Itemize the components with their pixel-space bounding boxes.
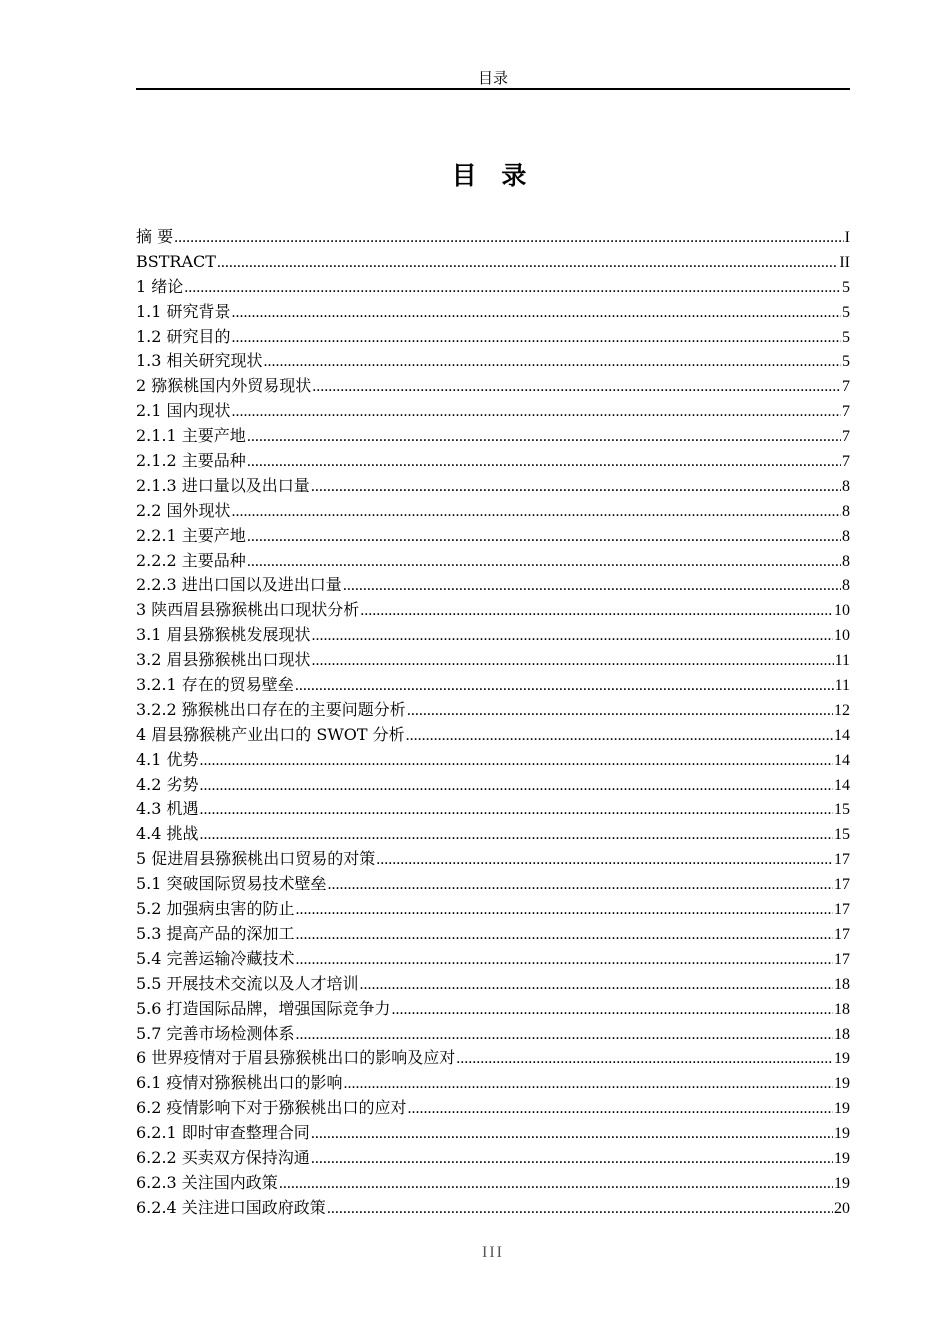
toc-entry[interactable] (136, 524, 850, 549)
toc-entry[interactable] (136, 499, 850, 524)
toc-entry-page: 19 (834, 1100, 850, 1118)
toc-entry-label: 5.7 完善市场检测体系 (136, 1023, 295, 1043)
toc-entry[interactable] (136, 449, 850, 474)
toc-entry[interactable] (136, 773, 850, 798)
toc-entry-page: 7 (842, 428, 850, 446)
toc-dot-leader (279, 1172, 833, 1196)
page-number: III (482, 1244, 504, 1261)
toc-entry-page: 8 (842, 477, 850, 495)
toc-entry[interactable] (136, 872, 850, 897)
toc-entry-label: 3.2 眉县猕猴桃出口现状 (136, 650, 311, 670)
toc-dot-leader (217, 251, 838, 275)
toc-dot-leader (296, 898, 833, 922)
toc-entry-label: 5.5 开展技术交流以及人才培训 (136, 973, 359, 993)
toc-dot-leader (232, 301, 841, 325)
toc-entry-page: 19 (834, 1050, 850, 1068)
toc-entry[interactable] (136, 797, 850, 822)
toc-dot-leader (200, 749, 833, 773)
toc-dot-leader (312, 624, 833, 648)
toc-entry-label: 2.1.1 主要产地 (136, 426, 246, 446)
toc-entry-page: 14 (834, 776, 850, 794)
toc-entry-page: 19 (834, 1075, 850, 1093)
toc-dot-leader (311, 475, 841, 499)
toc-dot-leader (392, 998, 833, 1022)
toc-dot-leader (406, 724, 833, 748)
toc-entry-page: 18 (834, 975, 850, 993)
toc-entry-label: 5.2 加强病虫害的防止 (136, 899, 295, 919)
toc-entry-label: 6.2.2 买卖双方保持沟通 (136, 1147, 310, 1167)
toc-entry-label: 2.1.3 进口量以及出口量 (136, 475, 310, 495)
toc-entry-page: 14 (834, 751, 850, 769)
toc-entry-label: 5.3 提高产品的深加工 (136, 923, 295, 943)
toc-dot-leader (232, 500, 841, 524)
toc-entry-page: 19 (834, 1149, 850, 1167)
toc-dot-leader (174, 226, 844, 250)
toc-list (136, 225, 850, 1221)
toc-entry-page: 17 (834, 876, 850, 894)
toc-entry-page: 17 (834, 925, 850, 943)
toc-entry-label: 2.1 国内现状 (136, 401, 231, 421)
toc-entry-label: 4.1 优势 (136, 749, 199, 769)
toc-dot-leader (247, 450, 841, 474)
toc-entry-label: 2.2.3 进出口国以及进出口量 (136, 575, 342, 595)
toc-entry-page: 7 (842, 403, 850, 421)
toc-entry[interactable] (136, 1071, 850, 1096)
toc-entry[interactable] (136, 972, 850, 997)
toc-dot-leader (456, 1047, 833, 1071)
toc-entry-page: I (844, 229, 850, 246)
toc-entry[interactable] (136, 549, 850, 574)
toc-dot-leader (327, 1197, 833, 1221)
toc-entry-page: 10 (834, 602, 850, 620)
toc-entry-page: 7 (842, 378, 850, 396)
toc-entry[interactable] (136, 748, 850, 773)
toc-dot-leader (407, 699, 833, 723)
toc-entry-label: 2.2 国外现状 (136, 500, 231, 520)
toc-dot-leader (328, 873, 833, 897)
toc-entry-page: 8 (842, 502, 850, 520)
header-rule (136, 88, 850, 90)
toc-dot-leader (200, 774, 833, 798)
toc-entry-label: 2 猕猴桃国内外贸易现状 (136, 376, 312, 396)
toc-entry[interactable] (136, 1046, 850, 1071)
toc-entry-label: 3.1 眉县猕猴桃发展现状 (136, 625, 311, 645)
toc-entry[interactable] (136, 399, 850, 424)
toc-dot-leader (200, 798, 833, 822)
toc-dot-leader (343, 574, 841, 598)
toc-entry-page: 8 (842, 552, 850, 570)
toc-entry-page: II (839, 253, 850, 271)
toc-entry-page: 10 (834, 627, 850, 645)
toc-entry[interactable] (136, 424, 850, 449)
toc-dot-leader (296, 948, 833, 972)
toc-entry[interactable] (136, 325, 850, 350)
toc-entry-label: 6 世界疫情对于眉县猕猴桃出口的影响及应对 (136, 1048, 456, 1068)
toc-entry-label: 2.2.1 主要产地 (136, 525, 246, 545)
toc-dot-leader (360, 973, 833, 997)
toc-dot-leader (247, 525, 841, 549)
toc-entry-label: 2.2.2 主要品种 (136, 550, 246, 570)
toc-entry-page: 8 (842, 577, 850, 595)
toc-dot-leader (184, 276, 841, 300)
toc-entry-label: 6.2 疫情影响下对于猕猴桃出口的应对 (136, 1098, 407, 1118)
toc-entry-label: 4.2 劣势 (136, 774, 199, 794)
toc-entry-label: 4 眉县猕猴桃产业出口的 SWOT 分析 (136, 724, 405, 744)
toc-entry-label: 3 陕西眉县猕猴桃出口现状分析 (136, 600, 360, 620)
toc-entry[interactable] (136, 349, 850, 374)
toc-entry[interactable] (136, 250, 850, 275)
toc-entry-label: 1.1 研究背景 (136, 301, 231, 321)
toc-entry[interactable] (136, 897, 850, 922)
toc-entry-page: 7 (842, 453, 850, 471)
toc-title: 目 录 (451, 161, 535, 190)
running-header: 目录 (477, 69, 508, 87)
toc-entry[interactable] (136, 997, 850, 1022)
toc-entry-label: 1.2 研究目的 (136, 326, 231, 346)
toc-entry-page: 18 (834, 1025, 850, 1043)
toc-dot-leader (296, 1023, 833, 1047)
toc-entry[interactable] (136, 275, 850, 300)
toc-entry[interactable] (136, 623, 850, 648)
toc-dot-leader (232, 400, 841, 424)
toc-entry-label: 5.1 突破国际贸易技术壁垒 (136, 874, 327, 894)
toc-entry-page: 5 (842, 328, 850, 346)
toc-dot-leader (200, 823, 833, 847)
toc-entry[interactable] (136, 1196, 850, 1221)
toc-entry[interactable] (136, 300, 850, 325)
toc-entry-page: 19 (834, 1125, 850, 1143)
toc-entry-page: 11 (834, 677, 850, 695)
toc-entry[interactable] (136, 698, 850, 723)
toc-dot-leader (311, 1122, 833, 1146)
toc-entry-label: 5.6 打造国际品牌，增强国际竞争力 (136, 998, 391, 1018)
toc-entry[interactable] (136, 1146, 850, 1171)
toc-entry-page: 17 (834, 901, 850, 919)
toc-entry-label: BSTRACT (136, 251, 216, 271)
toc-dot-leader (264, 350, 841, 374)
toc-entry-label: 3.2.2 猕猴桃出口存在的主要问题分析 (136, 699, 406, 719)
toc-dot-leader (311, 1147, 833, 1171)
toc-entry[interactable] (136, 847, 850, 872)
toc-entry[interactable] (136, 1022, 850, 1047)
toc-entry-page: 18 (834, 1000, 850, 1018)
toc-entry[interactable] (136, 1096, 850, 1121)
toc-entry-page: 15 (834, 826, 850, 844)
toc-entry-label: 5.4 完善运输冷藏技术 (136, 948, 295, 968)
toc-dot-leader (344, 1072, 833, 1096)
toc-entry[interactable] (136, 673, 850, 698)
toc-entry[interactable] (136, 648, 850, 673)
toc-entry[interactable] (136, 723, 850, 748)
toc-entry-label: 6.2.3 关注国内政策 (136, 1172, 278, 1192)
toc-entry[interactable] (136, 1171, 850, 1196)
toc-entry-page: 5 (842, 353, 850, 371)
toc-entry-label: 4.4 挑战 (136, 824, 199, 844)
toc-entry-label: 5 促进眉县猕猴桃出口贸易的对策 (136, 849, 376, 869)
toc-entry-label: 1.3 相关研究现状 (136, 351, 263, 371)
toc-dot-leader (247, 425, 841, 449)
toc-entry[interactable] (136, 598, 850, 623)
toc-entry[interactable] (136, 1121, 850, 1146)
toc-entry-label: 摘 要 (136, 227, 174, 246)
toc-entry-page: 19 (834, 1174, 850, 1192)
toc-dot-leader (232, 326, 841, 350)
toc-entry-page: 8 (842, 527, 850, 545)
toc-entry[interactable] (136, 374, 850, 399)
toc-entry[interactable] (136, 573, 850, 598)
toc-entry-page: 17 (834, 851, 850, 869)
toc-entry[interactable] (136, 947, 850, 972)
toc-entry-label: 6.2.1 即时审查整理合同 (136, 1123, 310, 1143)
toc-dot-leader (360, 599, 833, 623)
toc-entry-page: 12 (834, 701, 850, 719)
toc-dot-leader (312, 375, 841, 399)
toc-entry[interactable] (136, 474, 850, 499)
toc-dot-leader (312, 649, 834, 673)
toc-entry[interactable] (136, 225, 850, 250)
toc-entry-label: 4.3 机遇 (136, 799, 199, 819)
toc-dot-leader (376, 848, 833, 872)
toc-entry-page: 5 (842, 303, 850, 321)
toc-entry-label: 1 绪论 (136, 276, 184, 296)
toc-dot-leader (296, 923, 833, 947)
toc-entry-page: 11 (834, 652, 850, 670)
toc-entry-page: 15 (834, 801, 850, 819)
toc-entry-label: 6.2.4 关注进口国政府政策 (136, 1197, 326, 1217)
toc-entry-page: 14 (834, 726, 850, 744)
toc-entry-page: 20 (834, 1199, 850, 1217)
toc-entry-label: 6.1 疫情对猕猴桃出口的影响 (136, 1073, 343, 1093)
toc-dot-leader (247, 550, 841, 574)
toc-entry-page: 17 (834, 950, 850, 968)
toc-entry-page: 5 (842, 278, 850, 296)
toc-entry-label: 2.1.2 主要品种 (136, 451, 246, 471)
toc-entry[interactable] (136, 922, 850, 947)
toc-entry-label: 3.2.1 存在的贸易壁垒 (136, 675, 294, 695)
toc-dot-leader (295, 674, 834, 698)
toc-dot-leader (408, 1097, 833, 1121)
toc-entry[interactable] (136, 822, 850, 847)
